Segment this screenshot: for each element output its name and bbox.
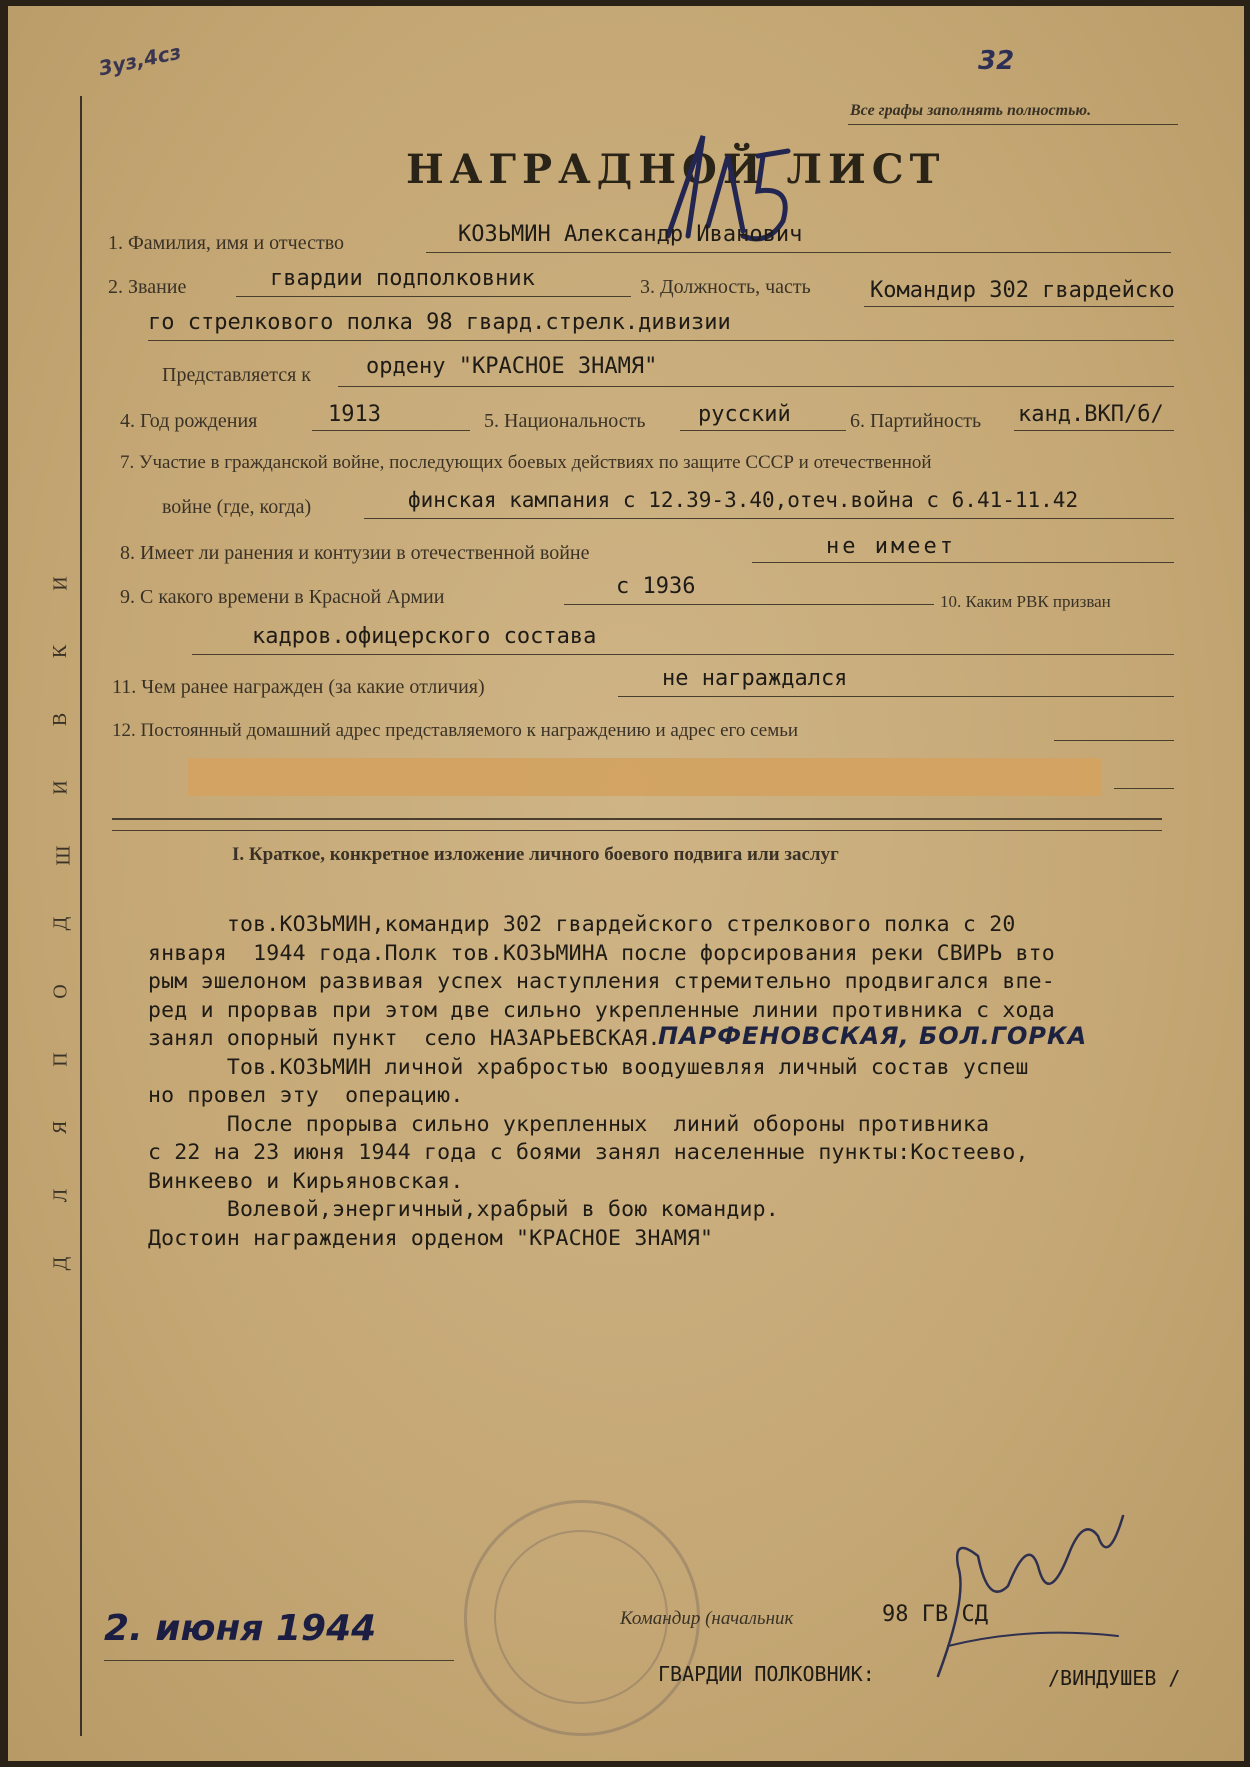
- separator-line-2: [112, 830, 1162, 831]
- field-7-value: финская кампания с 12.39-3.40,отеч.война с 6.41-11.42: [408, 488, 1079, 512]
- field-8-line: [752, 562, 1174, 563]
- achievement-text-line: рым эшелоном развивая успех наступления стремительно продвигался впе-: [148, 969, 1055, 994]
- side-label-letter: И: [49, 576, 72, 591]
- side-label-letter: В: [49, 712, 72, 727]
- redacted-address: [188, 758, 1102, 796]
- present-line: [338, 386, 1174, 387]
- commander-name: /ВИНДУШЕВ /: [1048, 1666, 1181, 1690]
- separator-line-1: [112, 818, 1162, 820]
- side-label-letter: Д: [49, 1256, 72, 1271]
- side-label-letter: И: [49, 780, 72, 795]
- page-title: НАГРАДНОЙ ЛИСТ: [406, 146, 946, 193]
- field-3-value: Командир 302 гвардейско: [870, 278, 1175, 303]
- left-border-line: [80, 96, 82, 1736]
- field-3-value-cont: го стрелкового полка 98 гвард.стрелк.дивизии: [148, 310, 731, 335]
- field-7-line: [364, 518, 1174, 519]
- field-12-label: 12. Постоянный домашний адрес представляемого к награждению и адрес его семьи: [112, 720, 799, 741]
- field-4-line: [312, 430, 470, 431]
- field-6-value: канд.ВКП/б/: [1018, 402, 1164, 427]
- present-value: ордену "КРАСНОЕ ЗНАМЯ": [366, 354, 658, 379]
- achievement-text-line: января 1944 года.Полк тов.КОЗЬМИНА после форсирования реки СВИРЬ вто: [148, 940, 1055, 966]
- achievement-text-line: с 22 на 23 июня 1944 года с боями занял населенные пункты:Костеево,: [148, 1140, 1029, 1165]
- field-9-label: 9. С какого времени в Красной Армии: [120, 586, 445, 608]
- achievement-text-line: Тов.КОЗЬМИН личной храбростью воодушевляя личный состав успеш: [148, 1054, 1029, 1080]
- achievement-text-line: После прорыва сильно укрепленных линий обороны противника: [148, 1111, 990, 1137]
- date-handwritten: 2. июня 1944: [104, 1608, 377, 1649]
- page-number: 32: [978, 46, 1015, 76]
- commander-rank: ГВАРДИИ ПОЛКОВНИК:: [658, 1662, 875, 1686]
- field-5-line: [680, 430, 846, 431]
- field-10-line: [192, 654, 1174, 655]
- section-heading: I. Краткое, конкретное изложение личного боевого подвига или заслуг: [232, 844, 839, 865]
- side-label-letter: Я: [49, 1120, 72, 1135]
- commander-label: Командир (начальник: [620, 1608, 794, 1629]
- field-5-label: 5. Национальность: [484, 410, 646, 432]
- field-1-line: [426, 252, 1171, 253]
- field-1-value: КОЗЬМИН Александр Иванович: [458, 222, 803, 247]
- side-label-letter: Ш: [52, 845, 75, 866]
- side-label-letter: Л: [49, 1188, 72, 1203]
- handwritten-addition: ПАРФЕНОВСКАЯ, БОЛ.ГОРКА: [658, 1022, 1088, 1050]
- side-label-letter: К: [49, 644, 72, 659]
- side-label-letter: О: [49, 984, 72, 999]
- archive-mark: 3уз,4сз: [96, 39, 184, 81]
- achievement-text-line: ред и прорвав при этом две сильно укрепленные линии противника с хода: [148, 997, 1055, 1023]
- field-3-line-2: [148, 340, 1174, 341]
- award-sheet-page: [8, 6, 1244, 1761]
- field-11-line: [618, 696, 1174, 697]
- date-line: [104, 1660, 454, 1661]
- achievement-text-line: Волевой,энергичный,храбрый в бою командир.: [148, 1197, 779, 1222]
- field-9-line: [564, 604, 934, 605]
- present-label: Представляется к: [162, 364, 311, 386]
- field-8-value: не имеет: [826, 534, 956, 559]
- field-8-label: 8. Имеет ли ранения и контузии в отечественной войне: [120, 542, 590, 564]
- field-6-line: [1014, 430, 1174, 431]
- field-9-value: с 1936: [616, 574, 696, 599]
- side-label-letter: П: [49, 1052, 72, 1067]
- instruction-underline: [848, 124, 1178, 125]
- field-11-label: 11. Чем ранее награжден (за какие отличия): [112, 676, 485, 698]
- field-4-value: 1913: [328, 402, 381, 427]
- achievement-text-line: тов.КОЗЬМИН,командир 302 гвардейского стрелкового полка с 20: [148, 912, 1016, 937]
- field-11-value: не награждался: [662, 666, 848, 691]
- field-12-line-2: [1114, 788, 1174, 789]
- field-2-label: 2. Звание: [108, 276, 187, 298]
- field-4-label: 4. Год рождения: [120, 410, 258, 432]
- field-2-value: гвардии подполковник: [270, 266, 535, 291]
- field-7-label-cont: войне (где, когда): [162, 496, 312, 518]
- field-5-value: русский: [698, 402, 791, 427]
- field-10-label: 10. Каким РВК призван: [940, 592, 1111, 611]
- achievement-text-line: занял опорный пункт село НАЗАРЬЕВСКАЯ.: [148, 1026, 661, 1051]
- field-2-line: [236, 296, 631, 297]
- unit-name: 98 ГВ СД: [882, 1602, 988, 1627]
- achievement-text-line: но провел эту операцию.: [148, 1083, 464, 1108]
- achievement-text-line: Винкеево и Кирьяновская.: [148, 1168, 464, 1194]
- field-3-line: [864, 306, 1174, 307]
- field-7-label: 7. Участие в гражданской войне, последующих боевых действиях по защите СССР и отечественной: [120, 452, 932, 473]
- commander-signature: [908, 1476, 1148, 1696]
- field-1-label: 1. Фамилия, имя и отчество: [108, 232, 345, 254]
- side-label-letter: Д: [49, 916, 72, 931]
- field-10-value: кадров.офицерского состава: [252, 624, 597, 649]
- field-3-label: 3. Должность, часть: [640, 276, 811, 298]
- field-6-label: 6. Партийность: [850, 410, 982, 432]
- instruction-text: Все графы заполнять полностью.: [850, 102, 1092, 119]
- field-12-line: [1054, 740, 1174, 741]
- achievement-text-line: Достоин награждения орденом "КРАСНОЕ ЗНАМЯ": [148, 1225, 714, 1251]
